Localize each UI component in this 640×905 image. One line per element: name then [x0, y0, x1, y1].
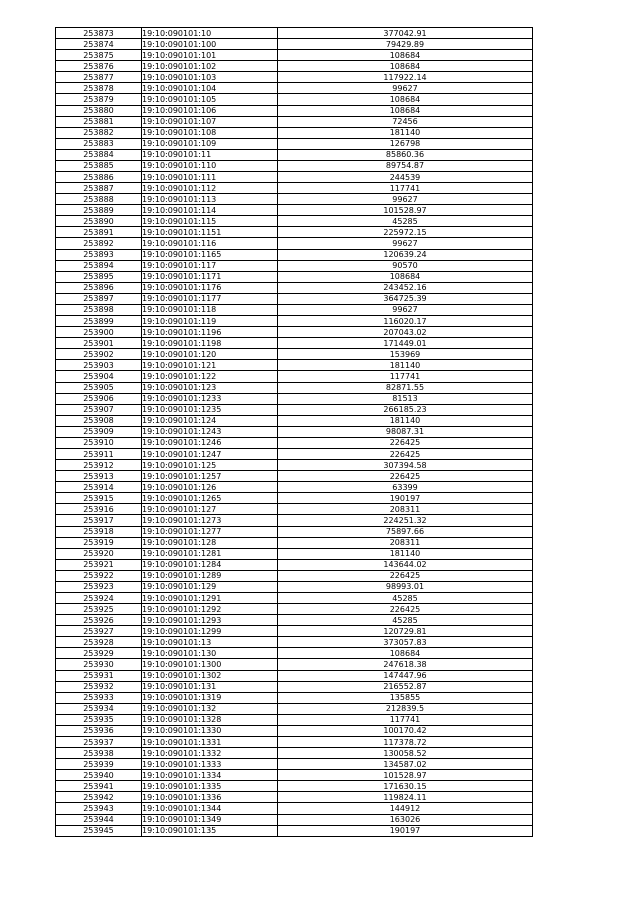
cadastral-number-cell: 19:10:090101:120	[142, 349, 278, 360]
row-number-cell: 253885	[56, 160, 142, 171]
row-number-cell: 253931	[56, 670, 142, 681]
row-number-cell: 253908	[56, 415, 142, 426]
table-row	[56, 94, 533, 105]
value-cell: 171630.15	[278, 781, 533, 792]
value-cell: 226425	[278, 437, 533, 448]
cadastral-number-cell: 19:10:090101:124	[142, 415, 278, 426]
value-cell: 208311	[278, 504, 533, 515]
row-number-cell: 253897	[56, 293, 142, 304]
value-cell: 108684	[278, 271, 533, 282]
cadastral-number-cell: 19:10:090101:123	[142, 382, 278, 393]
row-number-cell: 253921	[56, 559, 142, 570]
row-number-cell: 253942	[56, 792, 142, 803]
cadastral-number-cell: 19:10:090101:122	[142, 371, 278, 382]
table-row	[56, 28, 533, 39]
row-number-cell: 253934	[56, 703, 142, 714]
table-row	[56, 759, 533, 770]
row-number-cell: 253907	[56, 404, 142, 415]
value-cell: 90570	[278, 260, 533, 271]
cadastral-number-cell: 19:10:090101:118	[142, 304, 278, 315]
cadastral-number-cell: 19:10:090101:130	[142, 648, 278, 659]
value-cell: 45285	[278, 216, 533, 227]
table-row	[56, 238, 533, 249]
cadastral-number-cell: 19:10:090101:1247	[142, 448, 278, 459]
table-body	[56, 28, 533, 837]
value-cell: 190197	[278, 825, 533, 836]
row-number-cell: 253899	[56, 316, 142, 327]
cadastral-number-cell: 19:10:090101:1165	[142, 249, 278, 260]
cadastral-number-cell: 19:10:090101:135	[142, 825, 278, 836]
cadastral-number-cell: 19:10:090101:1293	[142, 615, 278, 626]
value-cell: 116020.17	[278, 316, 533, 327]
cadastral-number-cell: 19:10:090101:116	[142, 238, 278, 249]
table-row	[56, 592, 533, 603]
cadastral-number-cell: 19:10:090101:13	[142, 637, 278, 648]
cadastral-number-cell: 19:10:090101:131	[142, 681, 278, 692]
cadastral-number-cell: 19:10:090101:108	[142, 127, 278, 138]
table-row	[56, 50, 533, 61]
table-row	[56, 227, 533, 238]
value-cell: 226425	[278, 570, 533, 581]
value-cell: 373057.83	[278, 637, 533, 648]
table-row	[56, 149, 533, 160]
table-row	[56, 781, 533, 792]
cadastral-number-cell: 19:10:090101:1336	[142, 792, 278, 803]
cadastral-number-cell: 19:10:090101:102	[142, 61, 278, 72]
row-number-cell: 253888	[56, 194, 142, 205]
cadastral-number-cell: 19:10:090101:1196	[142, 327, 278, 338]
row-number-cell: 253883	[56, 138, 142, 149]
cadastral-number-cell: 19:10:090101:110	[142, 160, 278, 171]
value-cell: 130058.52	[278, 748, 533, 759]
value-cell: 108684	[278, 648, 533, 659]
value-cell: 101528.97	[278, 205, 533, 216]
value-cell: 226425	[278, 448, 533, 459]
cadastral-number-cell: 19:10:090101:1299	[142, 626, 278, 637]
value-cell: 119824.11	[278, 792, 533, 803]
cadastral-number-cell: 19:10:090101:1176	[142, 282, 278, 293]
cadastral-number-cell: 19:10:090101:127	[142, 504, 278, 515]
table-row	[56, 437, 533, 448]
row-number-cell: 253910	[56, 437, 142, 448]
table-row	[56, 515, 533, 526]
row-number-cell: 253912	[56, 460, 142, 471]
cadastral-number-cell: 19:10:090101:1243	[142, 426, 278, 437]
row-number-cell: 253915	[56, 493, 142, 504]
table-row	[56, 249, 533, 260]
cadastral-number-cell: 19:10:090101:1177	[142, 293, 278, 304]
row-number-cell: 253896	[56, 282, 142, 293]
cadastral-number-cell: 19:10:090101:1328	[142, 714, 278, 725]
cadastral-number-cell: 19:10:090101:1292	[142, 604, 278, 615]
value-cell: 181140	[278, 415, 533, 426]
value-cell: 244539	[278, 172, 533, 183]
row-number-cell: 253905	[56, 382, 142, 393]
value-cell: 226425	[278, 604, 533, 615]
row-number-cell: 253892	[56, 238, 142, 249]
table-row	[56, 482, 533, 493]
table-row	[56, 293, 533, 304]
cadastral-number-cell: 19:10:090101:1198	[142, 338, 278, 349]
value-cell: 208311	[278, 537, 533, 548]
table-row	[56, 316, 533, 327]
row-number-cell: 253930	[56, 659, 142, 670]
table-row	[56, 448, 533, 459]
value-cell: 81513	[278, 393, 533, 404]
cadastral-number-cell: 19:10:090101:1302	[142, 670, 278, 681]
value-cell: 181140	[278, 360, 533, 371]
row-number-cell: 253881	[56, 116, 142, 127]
row-number-cell: 253920	[56, 548, 142, 559]
row-number-cell: 253902	[56, 349, 142, 360]
cadastral-number-cell: 19:10:090101:1246	[142, 437, 278, 448]
table-row	[56, 493, 533, 504]
value-cell: 212839.5	[278, 703, 533, 714]
row-number-cell: 253914	[56, 482, 142, 493]
value-cell: 117741	[278, 714, 533, 725]
row-number-cell: 253919	[56, 537, 142, 548]
value-cell: 117741	[278, 371, 533, 382]
value-cell: 75897.66	[278, 526, 533, 537]
table-row	[56, 160, 533, 171]
row-number-cell: 253893	[56, 249, 142, 260]
table-row	[56, 138, 533, 149]
row-number-cell: 253922	[56, 570, 142, 581]
value-cell: 85860.36	[278, 149, 533, 160]
cadastral-number-cell: 19:10:090101:1257	[142, 471, 278, 482]
row-number-cell: 253923	[56, 581, 142, 592]
table-row	[56, 537, 533, 548]
cadastral-number-cell: 19:10:090101:125	[142, 460, 278, 471]
table-row	[56, 825, 533, 836]
cadastral-number-cell: 19:10:090101:103	[142, 72, 278, 83]
table-row	[56, 371, 533, 382]
row-number-cell: 253894	[56, 260, 142, 271]
table-row	[56, 615, 533, 626]
table-row	[56, 127, 533, 138]
table-row	[56, 72, 533, 83]
table-row	[56, 770, 533, 781]
cadastral-number-cell: 19:10:090101:1281	[142, 548, 278, 559]
value-cell: 144912	[278, 803, 533, 814]
table-row	[56, 570, 533, 581]
row-number-cell: 253898	[56, 304, 142, 315]
row-number-cell: 253874	[56, 39, 142, 50]
value-cell: 190197	[278, 493, 533, 504]
row-number-cell: 253940	[56, 770, 142, 781]
row-number-cell: 253943	[56, 803, 142, 814]
table-row	[56, 548, 533, 559]
cadastral-number-cell: 19:10:090101:1277	[142, 526, 278, 537]
table-row	[56, 725, 533, 736]
cadastral-number-cell: 19:10:090101:128	[142, 537, 278, 548]
table-row	[56, 304, 533, 315]
table-row	[56, 737, 533, 748]
cadastral-number-cell: 19:10:090101:115	[142, 216, 278, 227]
table-row	[56, 338, 533, 349]
cadastral-number-cell: 19:10:090101:119	[142, 316, 278, 327]
row-number-cell: 253944	[56, 814, 142, 825]
value-cell: 153969	[278, 349, 533, 360]
row-number-cell: 253906	[56, 393, 142, 404]
value-cell: 216552.87	[278, 681, 533, 692]
table-row	[56, 183, 533, 194]
table-row	[56, 581, 533, 592]
value-cell: 117741	[278, 183, 533, 194]
row-number-cell: 253887	[56, 183, 142, 194]
cadastral-number-cell: 19:10:090101:117	[142, 260, 278, 271]
row-number-cell: 253895	[56, 271, 142, 282]
cadastral-number-cell: 19:10:090101:10	[142, 28, 278, 39]
table-row	[56, 216, 533, 227]
cadastral-number-cell: 19:10:090101:129	[142, 581, 278, 592]
table-row	[56, 659, 533, 670]
cadastral-number-cell: 19:10:090101:126	[142, 482, 278, 493]
data-table	[55, 27, 533, 837]
value-cell: 63399	[278, 482, 533, 493]
row-number-cell: 253941	[56, 781, 142, 792]
table-row	[56, 637, 533, 648]
table-row	[56, 692, 533, 703]
value-cell: 120729.81	[278, 626, 533, 637]
row-number-cell: 253882	[56, 127, 142, 138]
table-row	[56, 382, 533, 393]
row-number-cell: 253916	[56, 504, 142, 515]
value-cell: 247618.38	[278, 659, 533, 670]
table-row	[56, 559, 533, 570]
value-cell: 79429.89	[278, 39, 533, 50]
row-number-cell: 253926	[56, 615, 142, 626]
table-row	[56, 205, 533, 216]
row-number-cell: 253911	[56, 448, 142, 459]
cadastral-number-cell: 19:10:090101:1151	[142, 227, 278, 238]
row-number-cell: 253889	[56, 205, 142, 216]
row-number-cell: 253886	[56, 172, 142, 183]
table-row	[56, 83, 533, 94]
row-number-cell: 253909	[56, 426, 142, 437]
value-cell: 117378.72	[278, 737, 533, 748]
value-cell: 45285	[278, 592, 533, 603]
value-cell: 72456	[278, 116, 533, 127]
table-row	[56, 116, 533, 127]
cadastral-number-cell: 19:10:090101:132	[142, 703, 278, 714]
table-row	[56, 648, 533, 659]
cadastral-number-cell: 19:10:090101:113	[142, 194, 278, 205]
row-number-cell: 253900	[56, 327, 142, 338]
cadastral-number-cell: 19:10:090101:1273	[142, 515, 278, 526]
table-row	[56, 604, 533, 615]
table-row	[56, 327, 533, 338]
table-row	[56, 626, 533, 637]
table-row	[56, 526, 533, 537]
cadastral-number-cell: 19:10:090101:1171	[142, 271, 278, 282]
cadastral-number-cell: 19:10:090101:1284	[142, 559, 278, 570]
value-cell: 163026	[278, 814, 533, 825]
cadastral-number-cell: 19:10:090101:104	[142, 83, 278, 94]
row-number-cell: 253917	[56, 515, 142, 526]
table-row	[56, 703, 533, 714]
value-cell: 181140	[278, 127, 533, 138]
value-cell: 89754.87	[278, 160, 533, 171]
cadastral-number-cell: 19:10:090101:1319	[142, 692, 278, 703]
value-cell: 224251.32	[278, 515, 533, 526]
value-cell: 134587.02	[278, 759, 533, 770]
cadastral-number-cell: 19:10:090101:1349	[142, 814, 278, 825]
cadastral-number-cell: 19:10:090101:112	[142, 183, 278, 194]
value-cell: 243452.16	[278, 282, 533, 293]
table-row	[56, 194, 533, 205]
table-row	[56, 404, 533, 415]
value-cell: 126798	[278, 138, 533, 149]
row-number-cell: 253913	[56, 471, 142, 482]
table-row	[56, 61, 533, 72]
cadastral-number-cell: 19:10:090101:1334	[142, 770, 278, 781]
row-number-cell: 253924	[56, 592, 142, 603]
cadastral-number-cell: 19:10:090101:107	[142, 116, 278, 127]
row-number-cell: 253878	[56, 83, 142, 94]
value-cell: 108684	[278, 50, 533, 61]
table-row	[56, 814, 533, 825]
cadastral-number-cell: 19:10:090101:1265	[142, 493, 278, 504]
cadastral-number-cell: 19:10:090101:105	[142, 94, 278, 105]
cadastral-number-cell: 19:10:090101:101	[142, 50, 278, 61]
table-row	[56, 360, 533, 371]
value-cell: 117922.14	[278, 72, 533, 83]
cadastral-number-cell: 19:10:090101:1233	[142, 393, 278, 404]
value-cell: 143644.02	[278, 559, 533, 570]
row-number-cell: 253928	[56, 637, 142, 648]
table-row	[56, 349, 533, 360]
value-cell: 108684	[278, 105, 533, 116]
table-row	[56, 471, 533, 482]
table-row	[56, 714, 533, 725]
row-number-cell: 253873	[56, 28, 142, 39]
row-number-cell: 253929	[56, 648, 142, 659]
value-cell: 100170.42	[278, 725, 533, 736]
cadastral-number-cell: 19:10:090101:1344	[142, 803, 278, 814]
table-row	[56, 460, 533, 471]
row-number-cell: 253884	[56, 149, 142, 160]
value-cell: 98087.31	[278, 426, 533, 437]
value-cell: 181140	[278, 548, 533, 559]
value-cell: 101528.97	[278, 770, 533, 781]
value-cell: 207043.02	[278, 327, 533, 338]
value-cell: 120639.24	[278, 249, 533, 260]
row-number-cell: 253877	[56, 72, 142, 83]
row-number-cell: 253935	[56, 714, 142, 725]
row-number-cell: 253933	[56, 692, 142, 703]
table-row	[56, 282, 533, 293]
row-number-cell: 253927	[56, 626, 142, 637]
table-row	[56, 803, 533, 814]
cadastral-number-cell: 19:10:090101:1330	[142, 725, 278, 736]
table-row	[56, 172, 533, 183]
cadastral-number-cell: 19:10:090101:100	[142, 39, 278, 50]
cadastral-number-cell: 19:10:090101:1335	[142, 781, 278, 792]
cadastral-number-cell: 19:10:090101:1291	[142, 592, 278, 603]
value-cell: 135855	[278, 692, 533, 703]
row-number-cell: 253904	[56, 371, 142, 382]
cadastral-number-cell: 19:10:090101:109	[142, 138, 278, 149]
table-row	[56, 681, 533, 692]
cadastral-number-cell: 19:10:090101:106	[142, 105, 278, 116]
row-number-cell: 253890	[56, 216, 142, 227]
row-number-cell: 253939	[56, 759, 142, 770]
cadastral-number-cell: 19:10:090101:114	[142, 205, 278, 216]
table-row	[56, 271, 533, 282]
value-cell: 99627	[278, 83, 533, 94]
value-cell: 147447.96	[278, 670, 533, 681]
row-number-cell: 253945	[56, 825, 142, 836]
row-number-cell: 253938	[56, 748, 142, 759]
table-row	[56, 792, 533, 803]
table-row	[56, 39, 533, 50]
cadastral-number-cell: 19:10:090101:1235	[142, 404, 278, 415]
table-row	[56, 504, 533, 515]
table-row	[56, 105, 533, 116]
table-row	[56, 670, 533, 681]
row-number-cell: 253880	[56, 105, 142, 116]
value-cell: 98993.01	[278, 581, 533, 592]
value-cell: 377042.91	[278, 28, 533, 39]
value-cell: 364725.39	[278, 293, 533, 304]
row-number-cell: 253918	[56, 526, 142, 537]
value-cell: 266185.23	[278, 404, 533, 415]
table-row	[56, 393, 533, 404]
cadastral-number-cell: 19:10:090101:1289	[142, 570, 278, 581]
value-cell: 307394.58	[278, 460, 533, 471]
cadastral-number-cell: 19:10:090101:111	[142, 172, 278, 183]
table-row	[56, 415, 533, 426]
row-number-cell: 253876	[56, 61, 142, 72]
cadastral-number-cell: 19:10:090101:1300	[142, 659, 278, 670]
row-number-cell: 253936	[56, 725, 142, 736]
row-number-cell: 253937	[56, 737, 142, 748]
table-row	[56, 426, 533, 437]
cadastral-number-cell: 19:10:090101:1332	[142, 748, 278, 759]
cadastral-number-cell: 19:10:090101:121	[142, 360, 278, 371]
value-cell: 108684	[278, 94, 533, 105]
table-row	[56, 260, 533, 271]
row-number-cell: 253901	[56, 338, 142, 349]
cadastral-number-cell: 19:10:090101:11	[142, 149, 278, 160]
value-cell: 108684	[278, 61, 533, 72]
value-cell: 99627	[278, 304, 533, 315]
row-number-cell: 253891	[56, 227, 142, 238]
value-cell: 225972.15	[278, 227, 533, 238]
row-number-cell: 253879	[56, 94, 142, 105]
row-number-cell: 253932	[56, 681, 142, 692]
row-number-cell: 253925	[56, 604, 142, 615]
row-number-cell: 253903	[56, 360, 142, 371]
value-cell: 171449.01	[278, 338, 533, 349]
value-cell: 82871.55	[278, 382, 533, 393]
cadastral-number-cell: 19:10:090101:1333	[142, 759, 278, 770]
row-number-cell: 253875	[56, 50, 142, 61]
value-cell: 45285	[278, 615, 533, 626]
table-row	[56, 748, 533, 759]
value-cell: 226425	[278, 471, 533, 482]
value-cell: 99627	[278, 238, 533, 249]
cadastral-number-cell: 19:10:090101:1331	[142, 737, 278, 748]
value-cell: 99627	[278, 194, 533, 205]
